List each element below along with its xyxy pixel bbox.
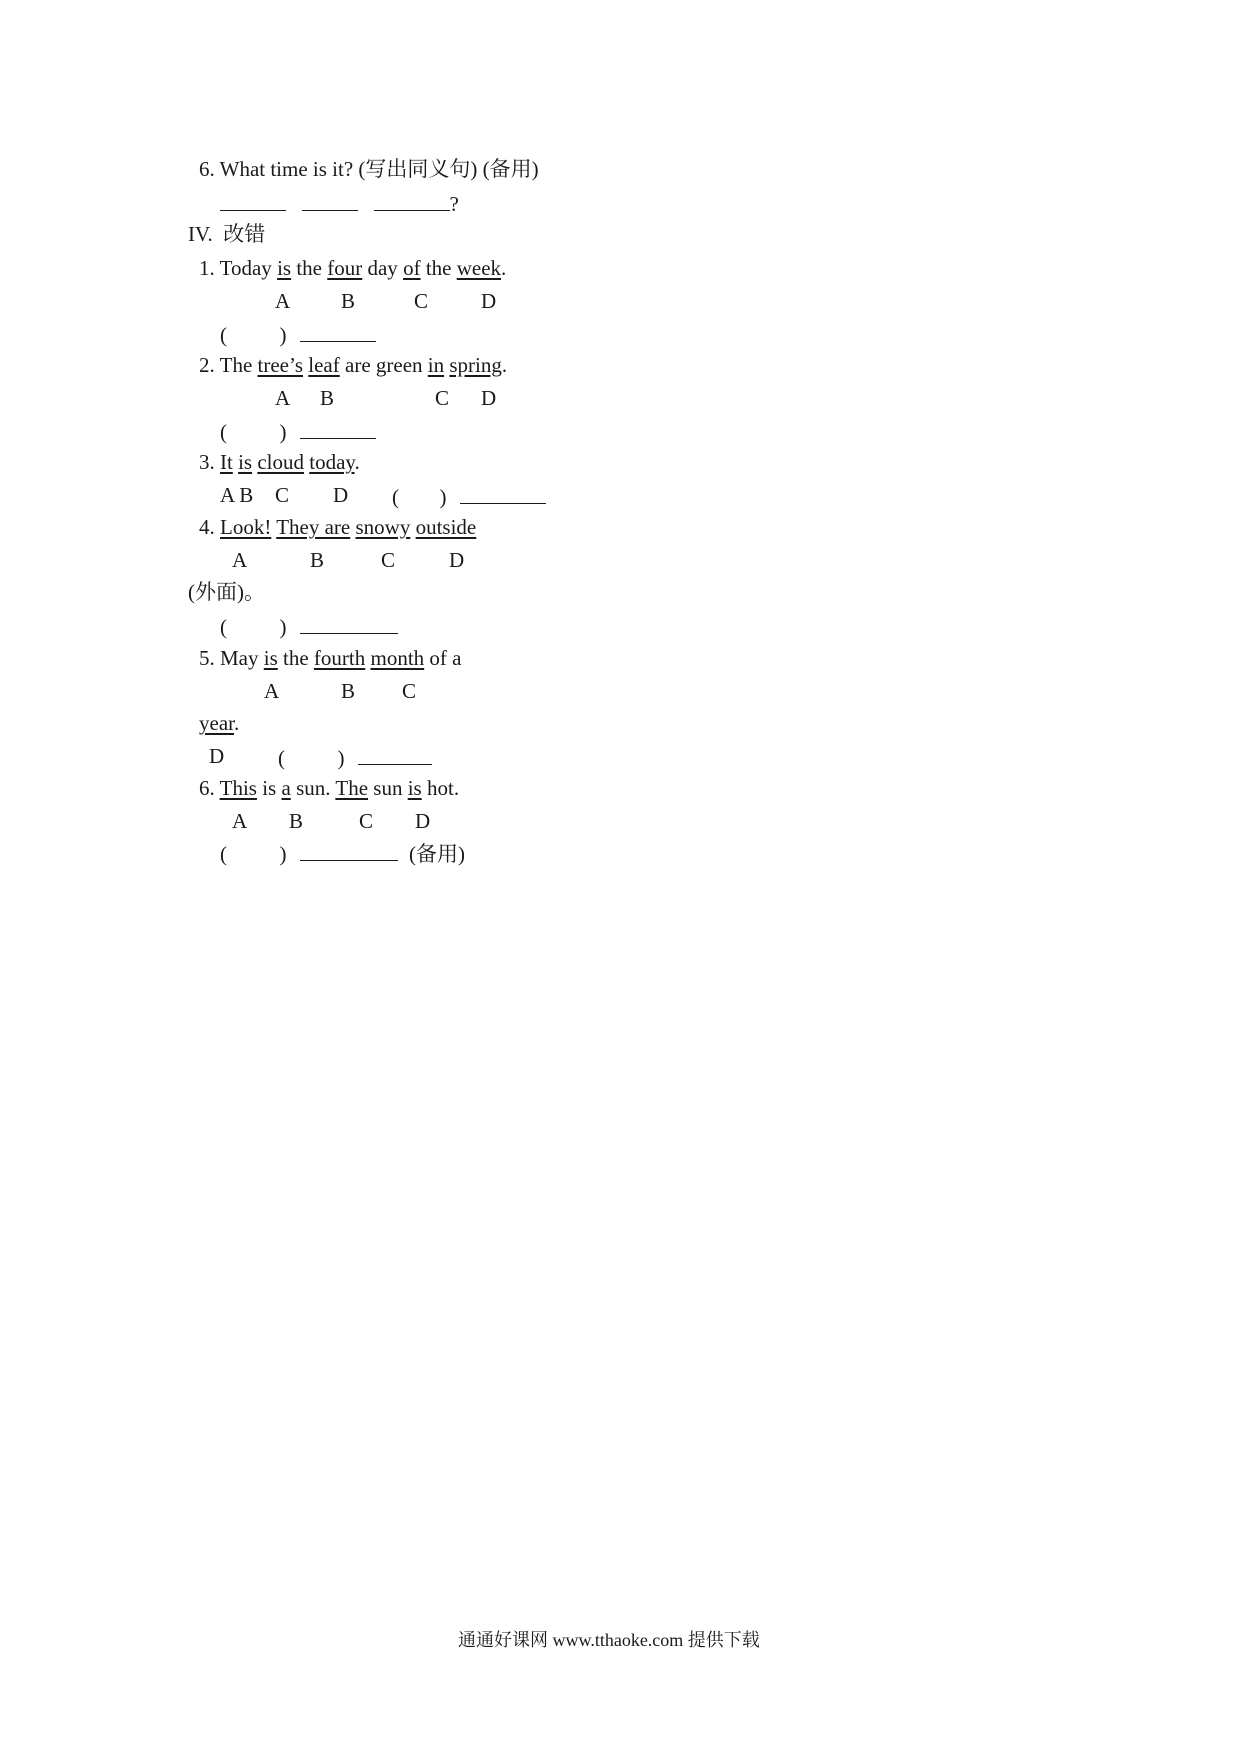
word: sun xyxy=(373,776,403,800)
option-label: B xyxy=(341,679,356,703)
correction-blank[interactable] xyxy=(300,842,398,861)
question-number: 5. xyxy=(199,646,215,670)
page-footer: 通通好课网 www.tthaoke.com 提供下载 xyxy=(458,1630,760,1650)
question-mark: ? xyxy=(449,192,459,216)
option-label: B xyxy=(289,809,304,833)
correction-blank[interactable] xyxy=(300,615,398,634)
underlined-word-c: month xyxy=(370,646,425,670)
question-number: 1. xyxy=(199,256,215,280)
answer-row xyxy=(220,615,398,638)
answer-row xyxy=(220,842,465,865)
section-title: 改错 xyxy=(223,222,266,246)
underlined-word-c: The xyxy=(335,776,369,800)
question-3-sentence xyxy=(199,452,360,473)
word: of a xyxy=(429,646,462,670)
answer-paren-close: ) xyxy=(337,746,345,770)
underlined-word-a: This xyxy=(219,776,257,800)
option-label: A B xyxy=(220,483,254,507)
word: the xyxy=(283,646,309,670)
answer-paren-open: ( xyxy=(278,746,285,770)
answer-row xyxy=(220,323,376,346)
backup-note: (备用) xyxy=(409,842,465,866)
option-label: D xyxy=(209,744,225,768)
question-1-sentence xyxy=(199,258,506,279)
answer-blank[interactable] xyxy=(302,192,358,211)
section-numeral: IV. xyxy=(188,222,213,246)
underlined-word-d: today xyxy=(309,450,355,474)
question-4-sentence xyxy=(199,517,476,538)
underlined-word-b: fourth xyxy=(313,646,366,670)
option-label: D xyxy=(333,483,349,507)
underlined-word-b: is xyxy=(238,450,253,474)
answer-paren-open: ( xyxy=(220,420,227,444)
underlined-word-c: cloud xyxy=(257,450,304,474)
underlined-word-b: leaf xyxy=(308,353,340,377)
word: May xyxy=(220,646,259,670)
prev-question-6: 6. What time is it? (写出同义句) (备用) xyxy=(199,157,539,181)
answer-row xyxy=(220,420,376,443)
answer-paren-close: ) xyxy=(279,420,287,444)
option-label: B xyxy=(310,548,325,572)
option-label: A xyxy=(264,679,280,703)
option-label: D xyxy=(415,809,431,833)
answer-row xyxy=(278,746,432,769)
answer-paren-close: ) xyxy=(279,842,287,866)
option-label: A xyxy=(275,289,291,313)
punctuation: . xyxy=(501,256,507,280)
question-6-sentence xyxy=(199,778,459,799)
question-number: 3. xyxy=(199,450,215,474)
word: are green xyxy=(345,353,423,377)
option-label: B xyxy=(341,289,356,313)
underlined-word-d: spring xyxy=(449,353,502,377)
option-label: A xyxy=(232,548,248,572)
answer-blanks-row xyxy=(220,192,459,215)
underlined-word-c: of xyxy=(403,256,421,280)
punctuation: . xyxy=(354,450,360,474)
correction-blank[interactable] xyxy=(300,420,376,439)
answer-paren-close: ) xyxy=(439,485,447,509)
question-number: 2. xyxy=(199,353,215,377)
underlined-word-c: in xyxy=(427,353,445,377)
option-label: C xyxy=(414,289,429,313)
word: the xyxy=(296,256,322,280)
question-4-gloss: (外面)。 xyxy=(188,580,265,604)
question-5-continuation xyxy=(199,713,239,734)
option-label: A xyxy=(275,386,291,410)
underlined-word-d: is xyxy=(407,776,422,800)
punctuation: . xyxy=(233,711,240,735)
answer-paren-open: ( xyxy=(220,323,227,347)
option-label: B xyxy=(320,386,335,410)
answer-row xyxy=(392,485,546,508)
underlined-word-d: year xyxy=(199,711,234,735)
underlined-word-a: It xyxy=(220,450,233,474)
underlined-word-a: Look! xyxy=(220,515,272,539)
word: the xyxy=(425,256,452,280)
correction-blank[interactable] xyxy=(358,746,432,765)
correction-blank[interactable] xyxy=(300,323,376,342)
underlined-word-c: snowy xyxy=(355,515,411,539)
underlined-word-d: week xyxy=(456,256,502,280)
option-label: C xyxy=(435,386,450,410)
question-5-sentence xyxy=(199,648,462,669)
underlined-word-b: four xyxy=(327,256,363,280)
underlined-word-a: is xyxy=(263,646,278,670)
underlined-word-a: tree’s xyxy=(257,353,304,377)
word: sun. xyxy=(296,776,331,800)
punctuation: . xyxy=(501,353,508,377)
option-label: D xyxy=(481,289,497,313)
option-label: D xyxy=(481,386,497,410)
underlined-word-b: They are xyxy=(276,515,351,539)
underlined-word-d: outside xyxy=(415,515,477,539)
underlined-word-b: a xyxy=(281,776,291,800)
question-number: 6. xyxy=(199,776,215,800)
question-2-sentence xyxy=(199,355,507,376)
question-number: 4. xyxy=(199,515,215,539)
word: is xyxy=(262,776,277,800)
word: Today xyxy=(219,256,272,280)
option-label: C xyxy=(381,548,396,572)
answer-blank[interactable] xyxy=(374,192,450,211)
word: day xyxy=(367,256,398,280)
option-label: A xyxy=(232,809,248,833)
word: The xyxy=(219,353,253,377)
option-label: C xyxy=(402,679,417,703)
word: hot. xyxy=(426,776,460,800)
section-heading xyxy=(188,224,265,245)
option-label: D xyxy=(449,548,465,572)
correction-blank[interactable] xyxy=(460,485,546,504)
answer-paren-open: ( xyxy=(220,615,227,639)
answer-paren-close: ) xyxy=(279,323,287,347)
answer-paren-open: ( xyxy=(392,485,399,509)
answer-paren-open: ( xyxy=(220,842,227,866)
option-label: C xyxy=(275,483,290,507)
answer-paren-close: ) xyxy=(279,615,287,639)
option-label: C xyxy=(359,809,374,833)
answer-blank[interactable] xyxy=(220,192,286,211)
underlined-word-a: is xyxy=(277,256,292,280)
